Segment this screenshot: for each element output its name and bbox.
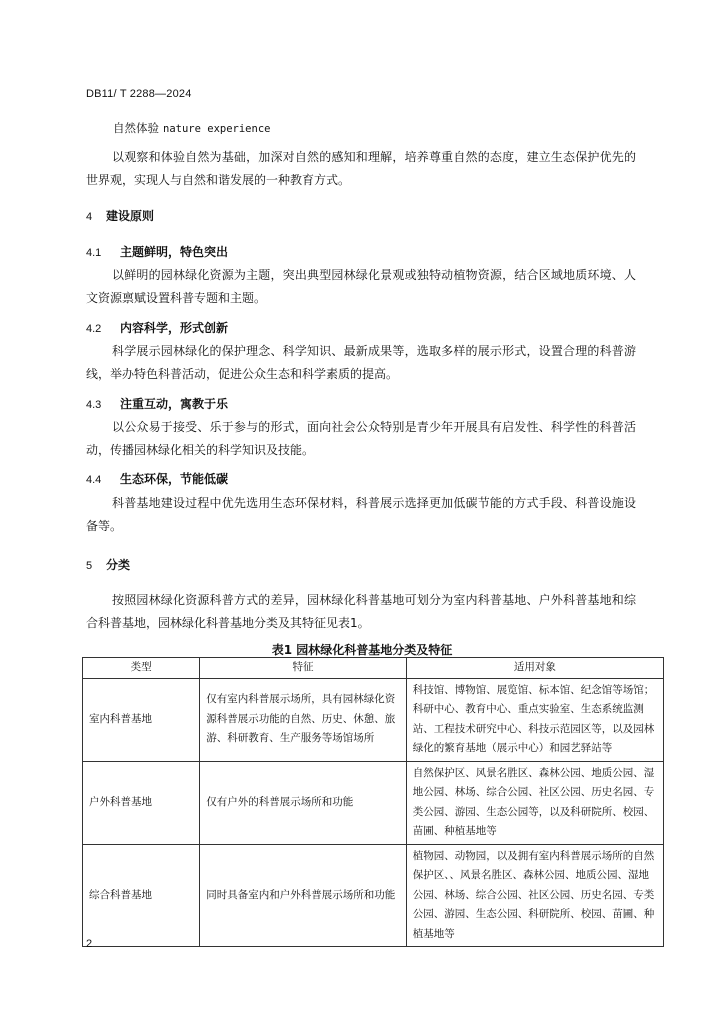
standard-number: DB11/ T 2288—2024 (86, 88, 192, 100)
clause-title: 生态环保，节能低碳 (120, 472, 229, 486)
cell-type: 综合科普基地 (83, 844, 200, 947)
clause-number: 4.2 (86, 323, 102, 335)
section-5-heading (86, 556, 130, 573)
clause-4-4-heading (86, 470, 228, 487)
term-entry (113, 120, 270, 136)
term-chinese: 自然体验 (113, 121, 159, 135)
column-header-target: 适用对象 (406, 658, 663, 679)
clause-4-2-text: 科学展示园林绿化的保护理念、科学知识、最新成果等，选取多样的展示形式，设置合理的科普游线，举办特色科普活动，促进公众生态和科学素质的提高。 (86, 344, 636, 381)
clause-title: 注重互动，寓教于乐 (120, 397, 229, 411)
clause-title: 内容科学，形式创新 (120, 321, 229, 335)
section-4-heading (86, 207, 154, 224)
clause-number: 4.3 (86, 399, 102, 411)
section-number: 4 (86, 211, 93, 223)
clause-4-2-heading (86, 319, 228, 336)
table-row (83, 678, 664, 761)
column-header-type: 类型 (83, 658, 200, 679)
clause-number: 4.1 (86, 247, 102, 259)
cell-type: 室内科普基地 (83, 678, 200, 761)
cell-feature: 仅有户外的科普展示场所和功能 (200, 761, 407, 844)
clause-4-1-heading (86, 243, 228, 260)
cell-target: 科技馆、博物馆、展览馆、标本馆、纪念馆等场馆；科研中心、教育中心、重点实验室、生态系统监测站、工程技术研究中心、科技示范园区等，以及园林绿化的繁育基地（展示中心）和园艺驿站等 (406, 678, 663, 761)
term-definition: 以观察和体验自然为基础，加深对自然的感知和理解，培养尊重自然的态度，建立生态保护优先的世界观，实现人与自然和谐发展的一种教育方式。 (86, 150, 636, 187)
clause-title: 主题鲜明，特色突出 (120, 245, 229, 259)
cell-feature: 同时具备室内和户外科普展示场所和功能 (200, 844, 407, 947)
cell-type: 户外科普基地 (83, 761, 200, 844)
clause-number: 4.4 (86, 474, 102, 486)
section-5-text: 按照园林绿化资源科普方式的差异，园林绿化科普基地可划分为室内科普基地、户外科普基地和综合科普基地，园林绿化科普基地分类及其特征见表1。 (86, 593, 636, 630)
cell-feature: 仅有室内科普展示场所，具有园林绿化资源科普展示功能的自然、历史、休憩、旅游、科研教育、生产服务等场馆场所 (200, 678, 407, 761)
table-title: 表1 园林绿化科普基地分类及特征 (271, 643, 453, 657)
clause-4-1-text: 以鲜明的园林绿化资源为主题，突出典型园林绿化景观或独特动植物资源，结合区域地质环境、人文资源禀赋设置科普专题和主题。 (86, 268, 636, 305)
section-title: 建设原则 (106, 209, 155, 223)
clause-4-3-text: 以公众易于接受、乐于参与的形式，面向社会公众特别是青少年开展具有启发性、科学性的科普活动，传播园林绿化相关的科学知识及技能。 (86, 420, 636, 457)
section-number: 5 (86, 560, 93, 572)
column-header-feature: 特征 (200, 658, 407, 679)
table-header-row (83, 658, 664, 679)
cell-target: 植物园、动物园，以及拥有室内科普展示场所的自然保护区、、风景名胜区、森林公园、地质公园、湿地公园、林场、综合公园、社区公园、历史名园、专类公园、游园、生态公园、科研院所、校园、苗圃、种植基地等 (406, 844, 663, 947)
section-title: 分类 (106, 558, 131, 572)
page-number: 2 (86, 938, 93, 950)
cell-target: 自然保护区、风景名胜区、森林公园、地质公园、湿地公园、林场、综合公园、社区公园、历史名园、专类公园、游园、生态公园等，以及科研院所、校园、苗圃、种植基地等 (406, 761, 663, 844)
clause-4-4-text: 科普基地建设过程中优先选用生态环保材料，科普展示选择更加低碳节能的方式手段、科普设施设备等。 (86, 496, 636, 533)
clause-4-3-heading (86, 395, 228, 412)
classification-table (82, 657, 664, 947)
table-row (83, 761, 664, 844)
term-english: nature experience (163, 123, 271, 135)
table-row (83, 844, 664, 947)
